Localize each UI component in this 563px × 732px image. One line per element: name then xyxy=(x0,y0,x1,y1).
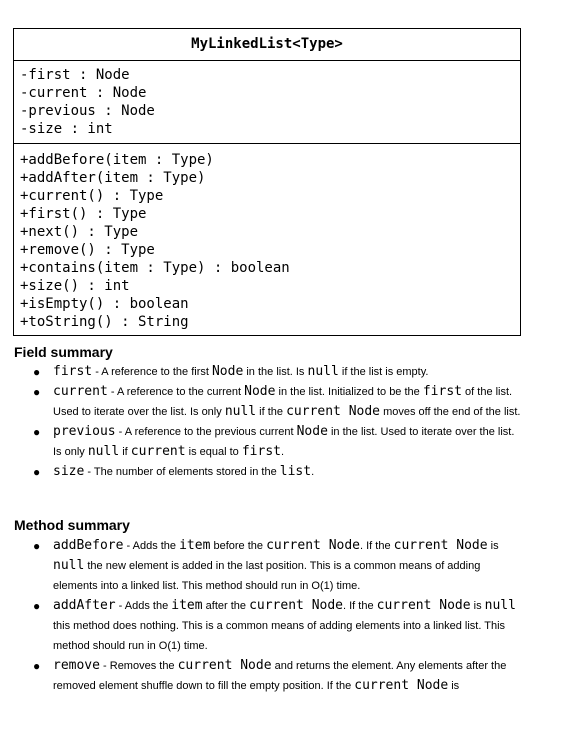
field-item-previous xyxy=(32,422,522,462)
code-term: current Node xyxy=(177,658,272,673)
code-term: null xyxy=(224,404,257,419)
code-term: current Node xyxy=(393,538,488,553)
uml-class-title: MyLinkedList<Type> xyxy=(14,29,520,61)
method-item-addbefore xyxy=(32,536,522,596)
uml-field: -size : int xyxy=(20,121,113,137)
uml-field: -current : Node xyxy=(20,85,147,101)
uml-method: +isEmpty() : boolean xyxy=(20,296,189,312)
method-name: remove xyxy=(53,658,100,673)
description-text: . xyxy=(311,466,315,478)
code-term: current Node xyxy=(249,598,343,613)
uml-class-diagram xyxy=(13,28,521,336)
code-term: current Node xyxy=(286,404,381,419)
method-summary-heading: Method summary xyxy=(14,517,130,533)
field-name: first xyxy=(53,364,93,379)
uml-method: +toString() : String xyxy=(20,314,189,330)
method-summary-list xyxy=(32,536,522,696)
description-text: and returns the element. Any elements after the removed element shuffle down to fill the empty position. If the xyxy=(53,660,507,692)
code-term: Node xyxy=(211,364,244,379)
uml-method: +remove() : Type xyxy=(20,242,155,258)
code-term: current Node xyxy=(354,678,449,693)
bullet-icon: ● xyxy=(33,659,41,673)
code-term: current Node xyxy=(266,538,360,553)
uml-method: +current() : Type xyxy=(20,188,164,204)
code-term: first xyxy=(241,444,281,459)
description-text: - A reference to the first xyxy=(92,366,212,378)
uml-fields-section xyxy=(14,61,520,144)
description-text: after the xyxy=(202,600,250,612)
description-text: if xyxy=(119,446,131,458)
method-item-remove xyxy=(32,656,522,696)
description-text: if the xyxy=(256,406,287,418)
code-term: Node xyxy=(244,384,276,399)
description-text: - Adds the xyxy=(115,600,172,612)
uml-methods-section xyxy=(14,144,520,335)
method-name: addAfter xyxy=(53,598,116,613)
description-text: if the list is empty. xyxy=(338,366,429,378)
description-text: moves off the end of the list. xyxy=(380,406,521,418)
field-summary-list xyxy=(32,362,522,482)
uml-method: +addAfter(item : Type) xyxy=(20,170,206,186)
code-term: Node xyxy=(296,424,328,439)
field-item-current xyxy=(32,382,522,422)
description-text: this method does nothing. This is a common means of adding elements into a linked list. This method should run in O(1) time. xyxy=(53,620,506,652)
field-item-size xyxy=(32,462,522,482)
description-text: - Adds the xyxy=(123,540,180,552)
method-item-addafter xyxy=(32,596,522,656)
bullet-icon: ● xyxy=(33,539,41,553)
code-term: current Node xyxy=(376,598,471,613)
description-text: - The number of elements stored in the xyxy=(84,466,280,478)
field-name: previous xyxy=(53,424,116,439)
field-name: current xyxy=(53,384,108,399)
code-term: current xyxy=(130,444,186,459)
bullet-icon: ● xyxy=(33,599,41,613)
code-term: null xyxy=(307,364,339,379)
code-term: item xyxy=(179,538,211,553)
description-text: in the list. Used to iterate over the list. Is only xyxy=(53,426,515,458)
description-text: of the list. Used to iterate over the list. Is only xyxy=(53,386,513,418)
code-term: item xyxy=(171,598,203,613)
uml-method: +addBefore(item : Type) xyxy=(20,152,214,168)
description-text: in the list. Initialized to be the xyxy=(275,386,423,398)
description-text: - A reference to the current xyxy=(107,386,245,398)
uml-method: +first() : Type xyxy=(20,206,147,222)
description-text: is xyxy=(487,540,499,552)
description-text: . xyxy=(281,446,285,458)
description-text: . If the xyxy=(360,540,394,552)
bullet-icon: ● xyxy=(33,365,41,379)
description-text: is equal to xyxy=(185,446,242,458)
uml-method: +next() : Type xyxy=(20,224,139,240)
uml-field: -first : Node xyxy=(20,67,130,83)
field-summary-heading: Field summary xyxy=(14,344,113,360)
code-term: list xyxy=(279,464,312,479)
method-name: addBefore xyxy=(53,538,124,553)
description-text: the new element is added in the last position. This is a common means of adding elements into a linked list. This method should run in O(1) time. xyxy=(53,560,481,592)
bullet-icon: ● xyxy=(33,425,41,439)
uml-field: -previous : Node xyxy=(20,103,155,119)
description-text: in the list. Is xyxy=(243,366,308,378)
field-name: size xyxy=(53,464,85,479)
bullet-icon: ● xyxy=(33,465,41,479)
code-term: null xyxy=(87,444,120,459)
description-text: is xyxy=(448,680,460,692)
uml-method: +contains(item : Type) : boolean xyxy=(20,260,290,276)
description-text: . If the xyxy=(343,600,377,612)
code-term: null xyxy=(53,558,85,573)
description-text: - Removes the xyxy=(99,660,178,672)
code-term: null xyxy=(484,598,516,613)
field-item-first xyxy=(32,362,522,382)
description-text: - A reference to the previous current xyxy=(115,426,297,438)
uml-method: +size() : int xyxy=(20,278,130,294)
description-text: before the xyxy=(210,540,267,552)
description-text: is xyxy=(470,600,485,612)
code-term: first xyxy=(422,384,462,399)
bullet-icon: ● xyxy=(33,385,41,399)
